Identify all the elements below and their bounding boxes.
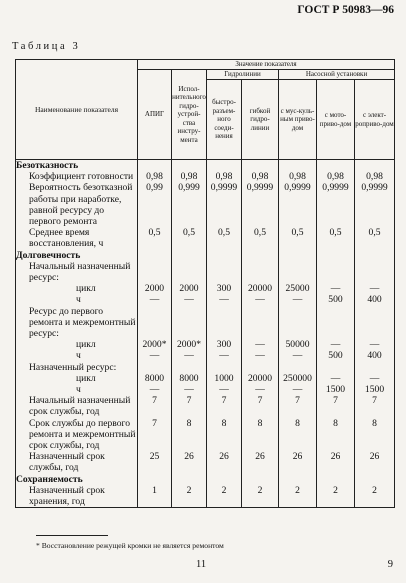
value-cell: 26 [317, 451, 355, 473]
value-cell: 0,98 [207, 171, 242, 182]
value-cell: 2000* [172, 339, 207, 350]
col-header-motor-drive: с мото-приво-дом [317, 80, 355, 160]
value-cell [279, 474, 317, 485]
value-cell [172, 474, 207, 485]
value-cell: 500 [317, 294, 355, 305]
value-cell: 0,98 [355, 171, 395, 182]
value-cell: 25000 [279, 283, 317, 294]
value-cell: 2000 [138, 283, 172, 294]
value-cell: 20000 [242, 283, 279, 294]
value-cell: 0,98 [317, 171, 355, 182]
value-cell [138, 362, 172, 373]
value-cell: 8000 [138, 373, 172, 384]
value-cell: 0,5 [172, 227, 207, 249]
value-cell: 7 [172, 395, 207, 417]
table-row [16, 362, 395, 373]
row-label: ч [16, 294, 138, 305]
value-cell: — [317, 339, 355, 350]
value-cell: 7 [355, 395, 395, 417]
value-cell: 0,9999 [207, 182, 242, 227]
value-cell: 2000* [138, 339, 172, 350]
row-label: ч [16, 384, 138, 395]
value-cell [207, 474, 242, 485]
value-cell [317, 362, 355, 373]
value-cell: 8 [242, 418, 279, 452]
value-cell: 1500 [317, 384, 355, 395]
value-cell: 0,98 [138, 171, 172, 182]
value-cell: 2 [172, 485, 207, 508]
value-cell [138, 306, 172, 340]
value-cell: 7 [279, 395, 317, 417]
table-row [16, 306, 395, 340]
value-cell: 0,98 [279, 171, 317, 182]
footnote: * Восстановление режущей кромки не является ремонтом [36, 541, 224, 550]
table-row [16, 261, 395, 283]
value-cell [355, 160, 395, 172]
value-cell [279, 160, 317, 172]
table-row [16, 283, 395, 294]
value-cell [138, 160, 172, 172]
value-cell [242, 160, 279, 172]
value-cell: 2 [207, 485, 242, 508]
value-cell: — [172, 350, 207, 361]
page-number-center: 11 [196, 559, 207, 570]
value-cell: 26 [355, 451, 395, 473]
value-cell [279, 362, 317, 373]
value-cell [172, 250, 207, 261]
value-cell: — [355, 283, 395, 294]
value-cell [172, 160, 207, 172]
row-label: Назначенный срок службы, год [16, 451, 138, 473]
table-row [16, 160, 395, 172]
row-label: Коэффициент готовности [16, 171, 138, 182]
row-label: Срок службы до первого ремонта и межремонтный срок службы, год [16, 418, 138, 452]
value-cell: 250000 [279, 373, 317, 384]
table-row [16, 227, 395, 249]
value-cell [207, 250, 242, 261]
value-cell [317, 261, 355, 283]
col-header-pump: Насосной установки [279, 70, 395, 80]
indicators-table [15, 59, 395, 508]
col-header-tool: Испол-нительного гидро-устрой-ства инстру-мента [172, 70, 207, 160]
row-label: цикл [16, 339, 138, 350]
value-cell: — [279, 350, 317, 361]
row-label: Начальный назначенный ресурс: [16, 261, 138, 283]
value-cell [242, 306, 279, 340]
value-cell: 1000 [207, 373, 242, 384]
value-cell: 26 [242, 451, 279, 473]
value-cell: — [242, 384, 279, 395]
row-label: Назначенный ресурс: [16, 362, 138, 373]
value-cell: 0,5 [279, 227, 317, 249]
value-cell [279, 250, 317, 261]
page-number-right: 9 [387, 559, 393, 570]
value-cell [172, 362, 207, 373]
value-cell [172, 261, 207, 283]
col-header-group: Значение показателя [138, 60, 395, 70]
value-cell [355, 362, 395, 373]
value-cell [207, 306, 242, 340]
value-cell [279, 261, 317, 283]
value-cell [138, 250, 172, 261]
table-row [16, 451, 395, 473]
value-cell: — [172, 294, 207, 305]
value-cell [279, 306, 317, 340]
value-cell [317, 160, 355, 172]
value-cell: 8 [207, 418, 242, 452]
value-cell: 0,9999 [279, 182, 317, 227]
col-header-hydro: Гидролинии [207, 70, 279, 80]
value-cell: — [317, 373, 355, 384]
value-cell [172, 306, 207, 340]
table-row [16, 250, 395, 261]
table-row [16, 395, 395, 417]
table-row [16, 350, 395, 361]
value-cell: — [242, 350, 279, 361]
value-cell: 0,5 [207, 227, 242, 249]
value-cell: 7 [207, 395, 242, 417]
value-cell: 500 [317, 350, 355, 361]
value-cell: — [138, 294, 172, 305]
value-cell: 2 [279, 485, 317, 508]
value-cell [355, 474, 395, 485]
row-label: Назначенный срок хранения, год [16, 485, 138, 508]
value-cell [355, 250, 395, 261]
value-cell: 8000 [172, 373, 207, 384]
value-cell: — [138, 384, 172, 395]
value-cell: 0,98 [242, 171, 279, 182]
value-cell: — [242, 339, 279, 350]
value-cell: — [207, 350, 242, 361]
table-row [16, 384, 395, 395]
row-label: цикл [16, 283, 138, 294]
value-cell: — [279, 384, 317, 395]
value-cell: 0,9999 [242, 182, 279, 227]
value-cell: 26 [279, 451, 317, 473]
value-cell: 7 [317, 395, 355, 417]
value-cell: 2 [317, 485, 355, 508]
value-cell: 0,5 [317, 227, 355, 249]
col-header-apig: АПИГ [138, 70, 172, 160]
value-cell: 1 [138, 485, 172, 508]
col-header-quick-coupling: быстро-разъем-ного соеди-нения [207, 80, 242, 160]
value-cell: — [317, 283, 355, 294]
value-cell: 0,9999 [317, 182, 355, 227]
table-row [16, 474, 395, 485]
row-label: цикл [16, 373, 138, 384]
value-cell: — [355, 339, 395, 350]
row-label: Безотказность [16, 160, 138, 172]
value-cell: 1500 [355, 384, 395, 395]
row-label: Долговечность [16, 250, 138, 261]
value-cell: 400 [355, 350, 395, 361]
row-label: Ресурс до первого ремонта и межремонтный ресурс: [16, 306, 138, 340]
value-cell: 2 [242, 485, 279, 508]
value-cell: 26 [172, 451, 207, 473]
value-cell [138, 261, 172, 283]
value-cell: 400 [355, 294, 395, 305]
row-label: Сохраняемость [16, 474, 138, 485]
value-cell: 300 [207, 283, 242, 294]
value-cell: 2000 [172, 283, 207, 294]
value-cell: 7 [138, 418, 172, 452]
value-cell [355, 306, 395, 340]
table-row [16, 294, 395, 305]
col-header-manual-drive: с мус-куль-ным приво-дом [279, 80, 317, 160]
value-cell: 26 [207, 451, 242, 473]
col-header-hose: гибкой гидро-линии [242, 80, 279, 160]
value-cell: 2 [355, 485, 395, 508]
table-row [16, 485, 395, 508]
table-row [16, 182, 395, 227]
table-row [16, 339, 395, 350]
value-cell: 0,5 [138, 227, 172, 249]
value-cell: — [172, 384, 207, 395]
table-row [16, 171, 395, 182]
standard-number: ГОСТ Р 50983—96 [297, 4, 394, 16]
row-label: ч [16, 350, 138, 361]
value-cell [138, 474, 172, 485]
value-cell: — [138, 350, 172, 361]
value-cell: 300 [207, 339, 242, 350]
value-cell: 8 [172, 418, 207, 452]
value-cell: 0,98 [172, 171, 207, 182]
value-cell: 50000 [279, 339, 317, 350]
value-cell [317, 250, 355, 261]
col-header-electric-drive: с элект-роприво-дом [355, 80, 395, 160]
value-cell [207, 261, 242, 283]
table-caption: Таблица 3 [12, 41, 81, 52]
value-cell [355, 261, 395, 283]
value-cell: 8 [279, 418, 317, 452]
value-cell: — [207, 384, 242, 395]
value-cell: 0,99 [138, 182, 172, 227]
value-cell: 20000 [242, 373, 279, 384]
value-cell: 0,999 [172, 182, 207, 227]
table-row [16, 373, 395, 384]
value-cell [317, 474, 355, 485]
value-cell [207, 362, 242, 373]
footnote-rule [36, 535, 108, 536]
row-label: Среднее время восстановления, ч [16, 227, 138, 249]
value-cell [242, 261, 279, 283]
value-cell: 0,9999 [355, 182, 395, 227]
value-cell [207, 160, 242, 172]
value-cell [242, 474, 279, 485]
value-cell: 7 [138, 395, 172, 417]
value-cell: 0,5 [242, 227, 279, 249]
value-cell: — [207, 294, 242, 305]
value-cell: 8 [355, 418, 395, 452]
value-cell: 7 [242, 395, 279, 417]
value-cell: — [355, 373, 395, 384]
value-cell: — [279, 294, 317, 305]
value-cell [242, 362, 279, 373]
value-cell [242, 250, 279, 261]
col-header-name: Наименование показателя [16, 60, 138, 160]
value-cell: 8 [317, 418, 355, 452]
value-cell: 25 [138, 451, 172, 473]
value-cell: 0,5 [355, 227, 395, 249]
row-label: Начальный назначенный срок службы, год [16, 395, 138, 417]
table-row [16, 418, 395, 452]
value-cell [317, 306, 355, 340]
row-label: Вероятность безотказной работы при наработке, равной ресурсу до первого ремонта [16, 182, 138, 227]
value-cell: — [242, 294, 279, 305]
